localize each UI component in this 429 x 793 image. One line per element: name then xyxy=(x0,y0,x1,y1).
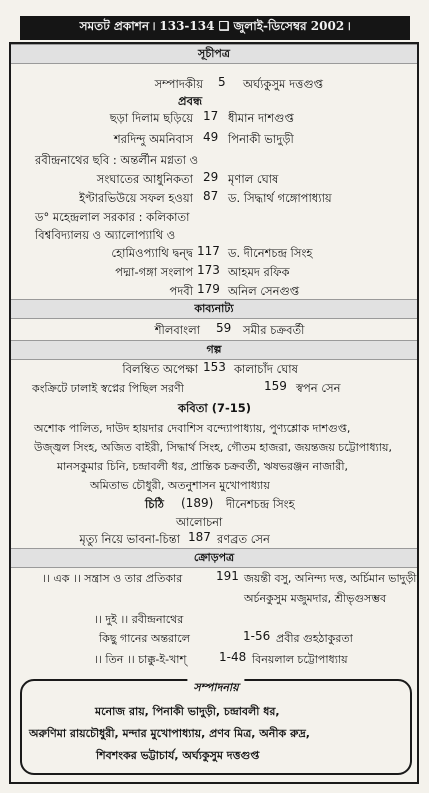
galpa-title: বিলম্বিত অপেক্ষা xyxy=(122,362,198,376)
prabandha-title: পদবী xyxy=(169,284,193,298)
chithi-page: (189) xyxy=(181,496,214,510)
prabandha-author: ড. দীনেশচন্দ্র সিংহ xyxy=(228,246,313,260)
kroad-part-three-title: ।। তিন ।। চাক্কু-ই-খাশ্ xyxy=(94,653,187,666)
alochana-page: 187 xyxy=(188,530,211,544)
galpa-title: কংক্রিটে ঢালাই স্বপ্নের পিছিল সরণী xyxy=(32,382,184,395)
prabandha-title: পদ্মা-গঙ্গা সংলাপ xyxy=(115,265,193,279)
prabandha-page: 179 xyxy=(197,282,220,296)
kavita-poets-line: উজ্জ্বল সিংহ, অজিত বাইরী, সিদ্ধার্থ সিংহ, গৌতম হাজরা, জয়ন্তজয় চট্টোপাধ্যায়, xyxy=(34,441,392,454)
section-band-kroadpatra xyxy=(11,548,417,568)
issue-header xyxy=(20,16,410,40)
kroad-part-two-page: 1-56 xyxy=(243,629,271,643)
editorial-board-line: অরুণিমা রায়চৌধুরী, মন্দার মুখোপাধ্যায়, প্রণব মিত্র, অনীক রুদ্র, xyxy=(29,727,310,740)
prabandha-title: সংঘাতের আধুনিকতা xyxy=(96,172,193,186)
prabandha-author: আহমদ রফিক xyxy=(228,265,290,279)
prabandha-author: অনিল সেনগুপ্ত xyxy=(228,284,300,298)
kroad-part-one-authors: অর্চনকুসুম মজুমদার, শ্রীভৃগুসম্ভব xyxy=(244,592,387,605)
galpa-page: 153 xyxy=(203,360,226,374)
prabandha-author: পিনাকী ভাদুড়ী xyxy=(228,132,294,146)
section-heading-prabandha: প্রবন্ধ xyxy=(178,94,203,108)
kavita-poets-line: অশোক পালিত, দাউদ হায়দার দেবাশিস বন্দ্যোপাধ্যায়, পুণ্যশ্লোক দাশগুপ্ত, xyxy=(34,422,351,435)
section-heading-kavita: কবিতা (7-15) xyxy=(178,401,251,415)
editorial-board-line: মনোজ রায়, পিনাকী ভাদুড়ী, চন্দ্রাবলী ধর, xyxy=(95,705,280,718)
prabandha-title: ছড়া দিলাম ছড়িয়ে xyxy=(109,111,193,125)
kavyanatya-title: শীলবাংলা xyxy=(154,323,200,337)
alochana-author: রণব্রত সেন xyxy=(217,532,270,546)
prabandha-author: মৃণাল ঘোষ xyxy=(228,172,279,186)
galpa-page: 159 xyxy=(264,379,287,393)
section-heading-chithi: চিঠি xyxy=(145,497,164,511)
section-band-galpa xyxy=(11,340,417,360)
prabandha-title: ইণ্টারভিউয়ে সফল হওয়া xyxy=(79,191,193,205)
editorial-page: 5 xyxy=(218,75,226,89)
kroad-part-one-authors: জয়ন্তী বসু, অনিন্দ্য দত্ত, অর্চিমান ভাদুড়ী, xyxy=(244,572,420,585)
prabandha-page: 173 xyxy=(197,263,220,277)
editorial-title: সম্পাদকীয় xyxy=(154,77,203,91)
kroad-part-one-page: 191 xyxy=(216,569,239,583)
prabandha-page: 87 xyxy=(203,189,219,203)
prabandha-title: ড° মহেন্দ্রলাল সরকার : কলিকাতা xyxy=(35,210,190,224)
kroad-part-two-author: প্রবীর গুহঠাকুরতা xyxy=(276,632,353,645)
prabandha-title: বিশ্ববিদ্যালয় ও অ্যালোপ্যাথি ও xyxy=(35,228,176,242)
kroad-part-three-page: 1-48 xyxy=(219,650,247,664)
editorial-board-heading: সম্পাদনায় xyxy=(187,679,244,698)
prabandha-title: হোমিওপ্যাথি দ্বন্দ্ব xyxy=(111,246,193,260)
galpa-author: স্বপন সেন xyxy=(296,381,341,395)
kroad-part-three-author: বিনয়লাল চট্টোপাধ্যায় xyxy=(252,653,348,666)
prabandha-page: 49 xyxy=(203,130,219,144)
kavyanatya-page: 59 xyxy=(216,321,232,335)
alochana-title: মৃত্যু নিয়ে ভাবনা-চিন্তা xyxy=(79,532,180,546)
contents-title-band xyxy=(11,44,417,64)
prabandha-title: শরদিন্দু অমনিবাস xyxy=(113,132,193,146)
section-heading-kavyanatya: কাব্যনাট্য xyxy=(194,301,234,315)
prabandha-page: 117 xyxy=(197,244,220,258)
section-heading-kroadpatra: ক্রোড়পত্র xyxy=(193,550,235,564)
kroad-part-two-title: ।। দুই ।। রবীন্দ্রনাথের xyxy=(94,613,184,626)
galpa-author: কালাচাঁদ ঘোষ xyxy=(234,362,298,376)
section-heading-galpa: গল্প xyxy=(206,342,222,356)
prabandha-author: ড. সিদ্ধার্থ গঙ্গোপাধ্যায় xyxy=(228,191,332,205)
chithi-author: দীনেশচন্দ্র সিংহ xyxy=(226,497,295,511)
editorial-board-line: শিবশংকর ভট্টাচার্য, অর্ঘ্যকুসুম দত্তগুপ্ত xyxy=(96,749,260,762)
editorial-author: অর্ঘ্যকুসুম দত্তগুপ্ত xyxy=(243,77,323,91)
section-heading-alochana: আলোচনা xyxy=(176,515,223,529)
section-band-kavyanatya xyxy=(11,299,417,319)
kavyanatya-author: সমীর চক্রবর্তী xyxy=(243,323,305,337)
issue-header-text: সমতট প্রকাশন ৷ 133-134 ❑ জুলাই-ডিসেম্বর 2002 ৷ xyxy=(79,19,351,33)
prabandha-author: ধীমান দাশগুপ্ত xyxy=(228,111,294,125)
kroad-part-two-subtitle: কিছু গানের অন্তরালে xyxy=(99,632,190,645)
contents-title: সূচীপত্র xyxy=(198,46,230,60)
prabandha-title: রবীন্দ্রনাথের ছবি : অন্তর্লীন মগ্নতা ও xyxy=(35,153,199,167)
prabandha-page: 29 xyxy=(203,170,219,184)
kavita-poets-line: মানসকুমার চিনি, চন্দ্রাবলী ধর, প্রান্তিক চক্রবর্তী, ঋষভরঞ্জন নাজারী, xyxy=(57,460,348,473)
prabandha-page: 17 xyxy=(203,109,219,123)
kavita-poets-line: অমিতাভ চৌধুরী, অতনুশাসন মুখোপাধ্যায় xyxy=(90,479,270,492)
kroad-part-one-title: ।। এক ।। সন্ত্রাস ও তার প্রতিকার xyxy=(42,572,183,585)
